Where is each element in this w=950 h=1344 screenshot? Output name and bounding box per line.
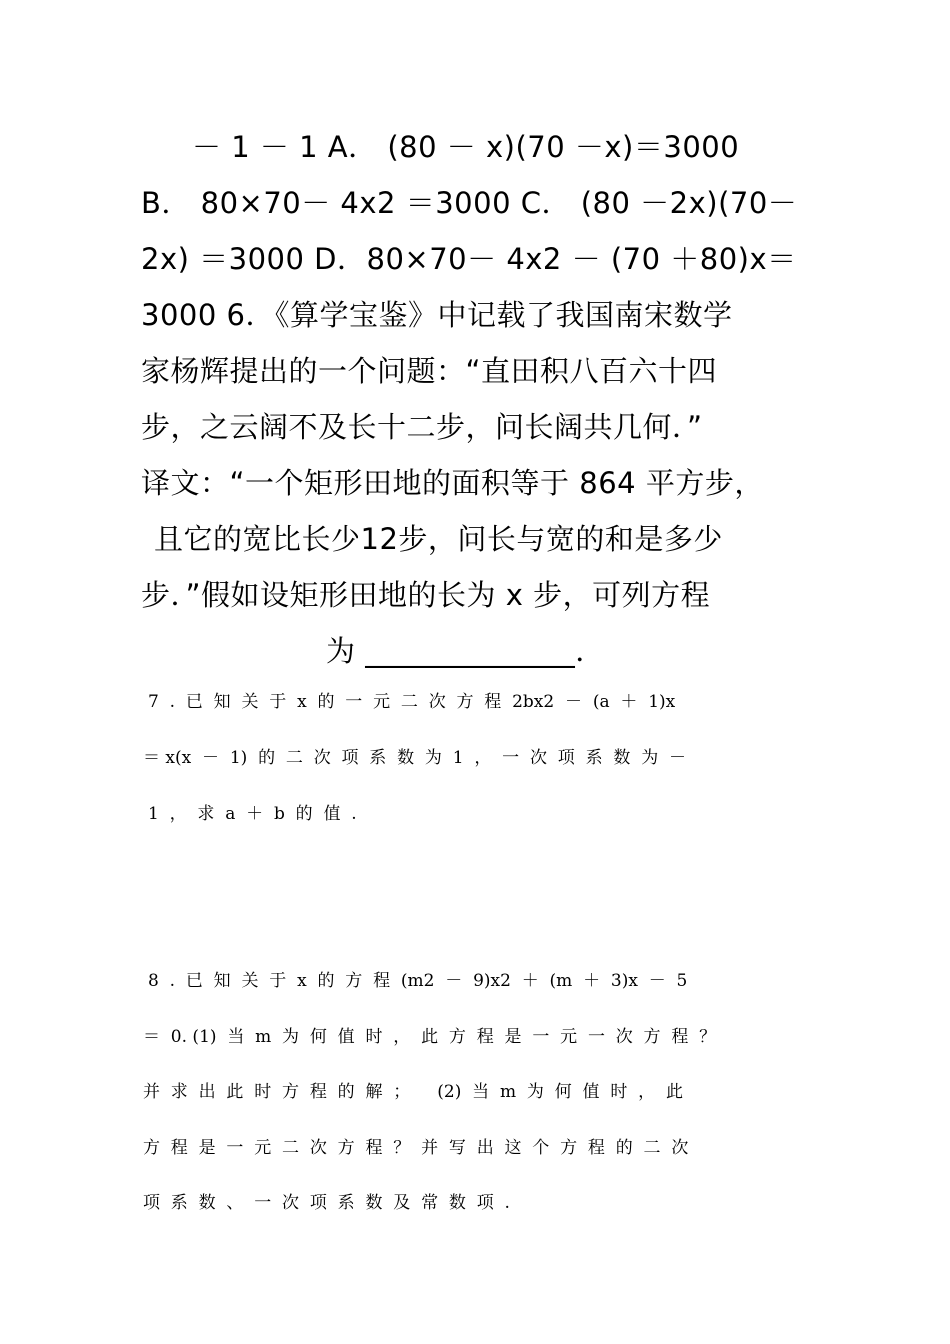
text-line: 8 . 已 知 关 于 x 的 方 程 (m2 － 9)x2 ＋ (m ＋ 3)x － 5 — [148, 971, 688, 991]
text-line: ＝ x(x － 1) 的 二 次 项 系 数 为 1 ， 一 次 项 系 数 为 － — [143, 748, 687, 768]
text-line: 家杨辉提出的一个问题：“直田积八百六十四 — [141, 354, 718, 388]
text-line: 项 系 数 、 一 次 项 系 数 及 常 数 项 . — [143, 1193, 510, 1213]
text-line: 方 程 是 一 元 二 次 方 程 ？ 并 写 出 这 个 方 程 的 二 次 — [143, 1138, 689, 1158]
text-line: 1 ， 求 a ＋ b 的 值 . — [148, 804, 357, 824]
text-line: 2x) ＝3000 D．80×70－ 4x2 － (70 ＋80)x＝ — [141, 242, 797, 276]
text-line: 7 . 已 知 关 于 x 的 一 元 二 次 方 程 2bx2 － (a ＋ 1)x — [148, 692, 676, 712]
text-line: B． 80×70－ 4x2 ＝3000 C． (80 －2x)(70－ — [141, 186, 798, 220]
text-line: 且它的宽比长少12步，问长与宽的和是多少 — [154, 522, 723, 556]
text-line: 译文：“一个矩形田地的面积等于 864 平方步， — [141, 466, 764, 500]
text-line: － 1 － 1 A． (80 － x)(70 －x)＝3000 — [192, 130, 740, 164]
text-line: 并 求 出 此 时 方 程 的 解 ； (2) 当 m 为 何 值 时 ， 此 — [143, 1082, 683, 1102]
text-line: 3000 6．《算学宝鉴》中记载了我国南宋数学 — [141, 298, 733, 332]
text-line: 步．”假如设矩形田地的长为 x 步，可列方程 — [141, 578, 711, 612]
text-line: ＝ 0. (1) 当 m 为 何 值 时 ， 此 方 程 是 一 元 一 次 方 程 ？ — [143, 1027, 717, 1047]
text-line: 步，之云阔不及长十二步，问长阔共几何．” — [141, 410, 703, 444]
text-line: 为 ______________． — [326, 634, 605, 668]
